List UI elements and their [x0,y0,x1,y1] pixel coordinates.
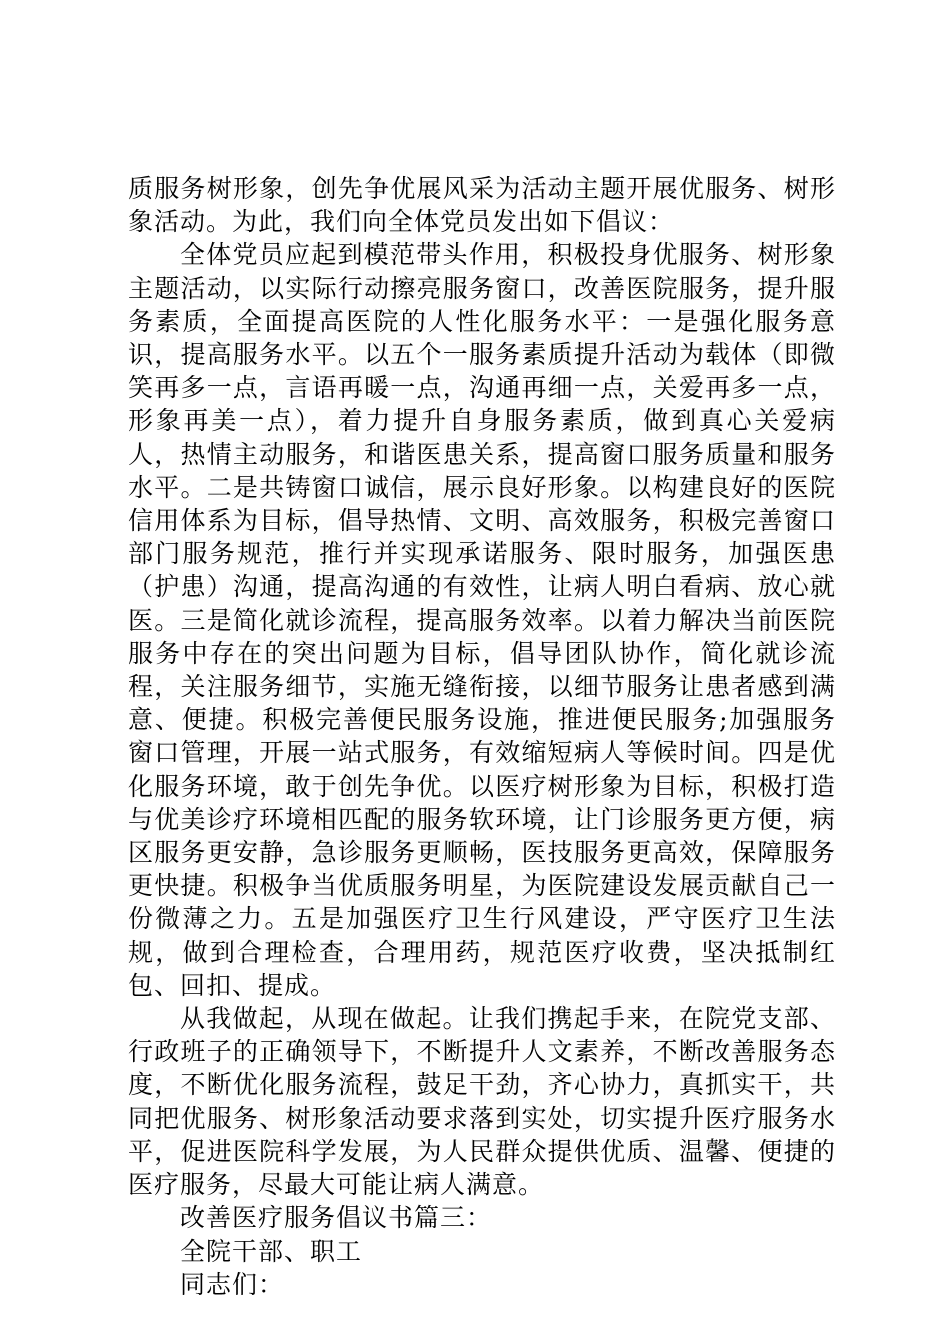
paragraph-call-to-action: 从我做起，从现在做起。让我们携起手来，在院党支部、行政班子的正确领导下，不断提升人文素养，不断改善服务态度，不断优化服务流程，鼓足干劲，齐心协力，真抓实干，共同把优服务、树形象活动要求落到实处，切实提升医疗服务水平，促进医院科学发展，为人民群众提供优质、温馨、便捷的医疗服务，尽最大可能让病人满意。 [128,1004,836,1200]
salutation-comrades: 同志们： [180,1269,285,1299]
paragraph-initiative-details: 全体党员应起到模范带头作用，积极投身优服务、树形象主题活动，以实际行动擦亮服务窗口，改善医院服务，提升服务素质，全面提高医院的人性化服务水平：一是强化服务意识，提高服务水平。以五个一服务素质提升活动为载体（即微笑再多一点，言语再暖一点，沟通再细一点，关爱再多一点，形象再美一点），着力提升自身服务素质，做到真心关爱病人，热情主动服务，和谐医患关系，提高窗口服务质量和服务水平。二是共铸窗口诚信，展示良好形象。以构建良好的医院信用体系为目标，倡导热情、文明、高效服务，积极完善窗口部门服务规范，推行并实现承诺服务、限时服务，加强医患（护患）沟通，提高沟通的有效性，让病人明白看病、放心就医。三是简化就诊流程，提高服务效率。以着力解决当前医院服务中存在的突出问题为目标，倡导团队协作，简化就诊流程，关注服务细节，实施无缝衔接，以细节服务让患者感到满意、便捷。积极完善便民服务设施，推进便民服务;加强服务窗口管理，开展一站式服务，有效缩短病人等候时间。四是优化服务环境，敢于创先争优。以医疗树形象为目标，积极打造与优美诊疗环境相匹配的服务软环境，让门诊服务更方便，病区服务更安静，急诊服务更顺畅，医技服务更高效，保障服务更快捷。积极争当优质服务明星，为医院建设发展贡献自己一份微薄之力。五是加强医疗卫生行风建设，严守医疗卫生法规，做到合理检查，合理用药，规范医疗收费，坚决抵制红包、回扣、提成。 [128,240,836,1000]
section-heading-part-three: 改善医疗服务倡议书篇三： [180,1203,493,1233]
salutation-recipients: 全院干部、职工 [180,1236,363,1266]
paragraph-continuation: 质服务树形象，创先争优展风采为活动主题开展优服务、树形象活动。为此，我们向全体党员发出如下倡议： [128,174,836,237]
document-body [128,172,836,1301]
